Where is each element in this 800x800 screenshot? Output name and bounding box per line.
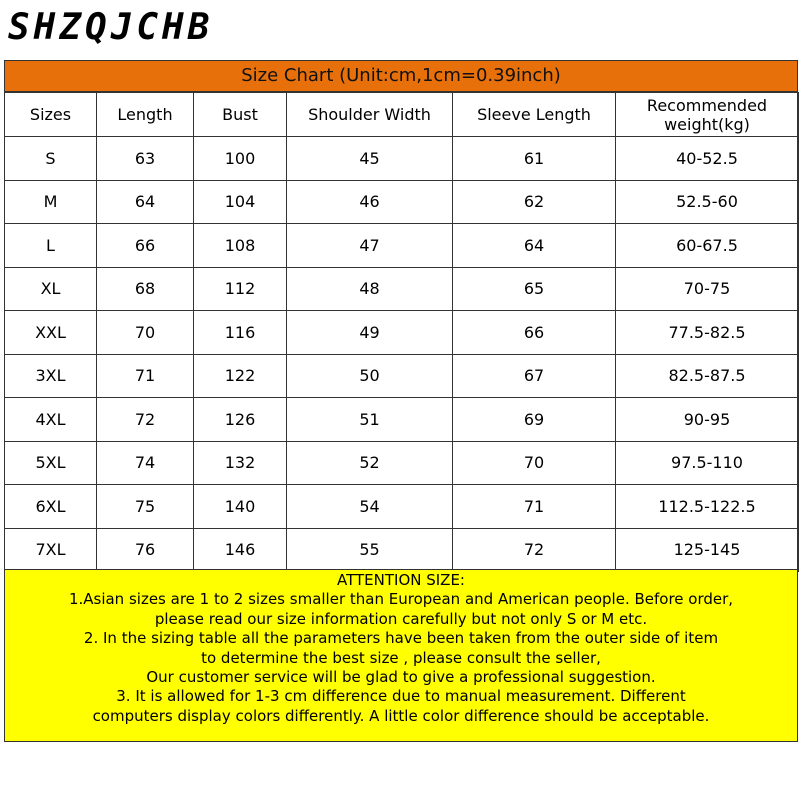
size-chart-title: Size Chart (Unit:cm,1cm=0.39inch) — [4, 60, 798, 92]
table-cell: 54 — [287, 485, 453, 529]
table-cell: 140 — [194, 485, 287, 529]
column-header: Shoulder Width — [287, 93, 453, 137]
table-cell: 70 — [453, 441, 616, 485]
column-header: Length — [97, 93, 194, 137]
table-cell: 7XL — [5, 528, 97, 572]
table-cell: 47 — [287, 224, 453, 268]
table-cell: 71 — [453, 485, 616, 529]
table-row — [5, 398, 799, 442]
table-cell: 66 — [97, 224, 194, 268]
table-cell: 72 — [453, 528, 616, 572]
table-cell: 61 — [453, 137, 616, 181]
table-cell: 74 — [97, 441, 194, 485]
table-cell: 4XL — [5, 398, 97, 442]
notice-line: please read our size information carefully but not only S or M etc. — [154, 609, 648, 628]
size-table — [4, 92, 799, 572]
table-cell: 104 — [194, 180, 287, 224]
table-cell: 50 — [287, 354, 453, 398]
table-cell: 126 — [194, 398, 287, 442]
table-cell: 68 — [97, 267, 194, 311]
table-cell: XXL — [5, 311, 97, 355]
table-row — [5, 180, 799, 224]
table-row — [5, 528, 799, 572]
table-row — [5, 224, 799, 268]
table-cell: 55 — [287, 528, 453, 572]
notice-line: 3. It is allowed for 1-3 cm difference due to manual measurement. Different — [116, 687, 686, 706]
table-cell: 112.5-122.5 — [616, 485, 799, 529]
table-cell: 64 — [453, 224, 616, 268]
table-cell: 77.5-82.5 — [616, 311, 799, 355]
table-cell: 6XL — [5, 485, 97, 529]
table-row — [5, 267, 799, 311]
table-cell: 76 — [97, 528, 194, 572]
table-cell: 46 — [287, 180, 453, 224]
table-row — [5, 485, 799, 529]
table-cell: 62 — [453, 180, 616, 224]
table-cell: 65 — [453, 267, 616, 311]
table-cell: 97.5-110 — [616, 441, 799, 485]
column-header: Recommended weight(kg) — [616, 93, 799, 137]
table-cell: 71 — [97, 354, 194, 398]
table-cell: 52.5-60 — [616, 180, 799, 224]
table-row — [5, 311, 799, 355]
notice-heading: ATTENTION SIZE: — [337, 571, 465, 589]
table-row — [5, 441, 799, 485]
table-cell: 63 — [97, 137, 194, 181]
table-cell: 90-95 — [616, 398, 799, 442]
table-cell: 67 — [453, 354, 616, 398]
table-cell: 125-145 — [616, 528, 799, 572]
notice-line: computers display colors differently. A little color difference should be acceptable. — [92, 706, 710, 725]
table-header-row — [5, 93, 799, 137]
table-cell: 82.5-87.5 — [616, 354, 799, 398]
table-cell: 64 — [97, 180, 194, 224]
column-header: Sleeve Length — [453, 93, 616, 137]
table-cell: 49 — [287, 311, 453, 355]
column-header: Sizes — [5, 93, 97, 137]
table-cell: 75 — [97, 485, 194, 529]
table-cell: 51 — [287, 398, 453, 442]
table-cell: 112 — [194, 267, 287, 311]
table-cell: 100 — [194, 137, 287, 181]
table-cell: 132 — [194, 441, 287, 485]
column-header: Bust — [194, 93, 287, 137]
table-cell: 3XL — [5, 354, 97, 398]
table-cell: 48 — [287, 267, 453, 311]
table-cell: 116 — [194, 311, 287, 355]
table-cell: 70 — [97, 311, 194, 355]
table-cell: 146 — [194, 528, 287, 572]
table-cell: S — [5, 137, 97, 181]
table-cell: L — [5, 224, 97, 268]
notice-line: 2. In the sizing table all the parameters have been taken from the outer side of item — [83, 629, 719, 648]
table-cell: 5XL — [5, 441, 97, 485]
table-cell: 52 — [287, 441, 453, 485]
table-cell: XL — [5, 267, 97, 311]
table-cell: 45 — [287, 137, 453, 181]
table-cell: 60-67.5 — [616, 224, 799, 268]
table-row — [5, 354, 799, 398]
table-row — [5, 137, 799, 181]
notice-line: 1.Asian sizes are 1 to 2 sizes smaller than European and American people. Before order, — [68, 590, 734, 609]
table-cell: 122 — [194, 354, 287, 398]
attention-notice — [4, 569, 798, 742]
table-cell: 108 — [194, 224, 287, 268]
notice-line: Our customer service will be glad to give a professional suggestion. — [146, 668, 656, 687]
notice-line: to determine the best size , please consult the seller, — [201, 648, 601, 667]
table-cell: 70-75 — [616, 267, 799, 311]
table-cell: 69 — [453, 398, 616, 442]
table-cell: 72 — [97, 398, 194, 442]
brand-logo: SHZQJCHB — [0, 0, 268, 56]
table-cell: 66 — [453, 311, 616, 355]
table-cell: M — [5, 180, 97, 224]
size-table-body — [5, 137, 799, 572]
table-cell: 40-52.5 — [616, 137, 799, 181]
